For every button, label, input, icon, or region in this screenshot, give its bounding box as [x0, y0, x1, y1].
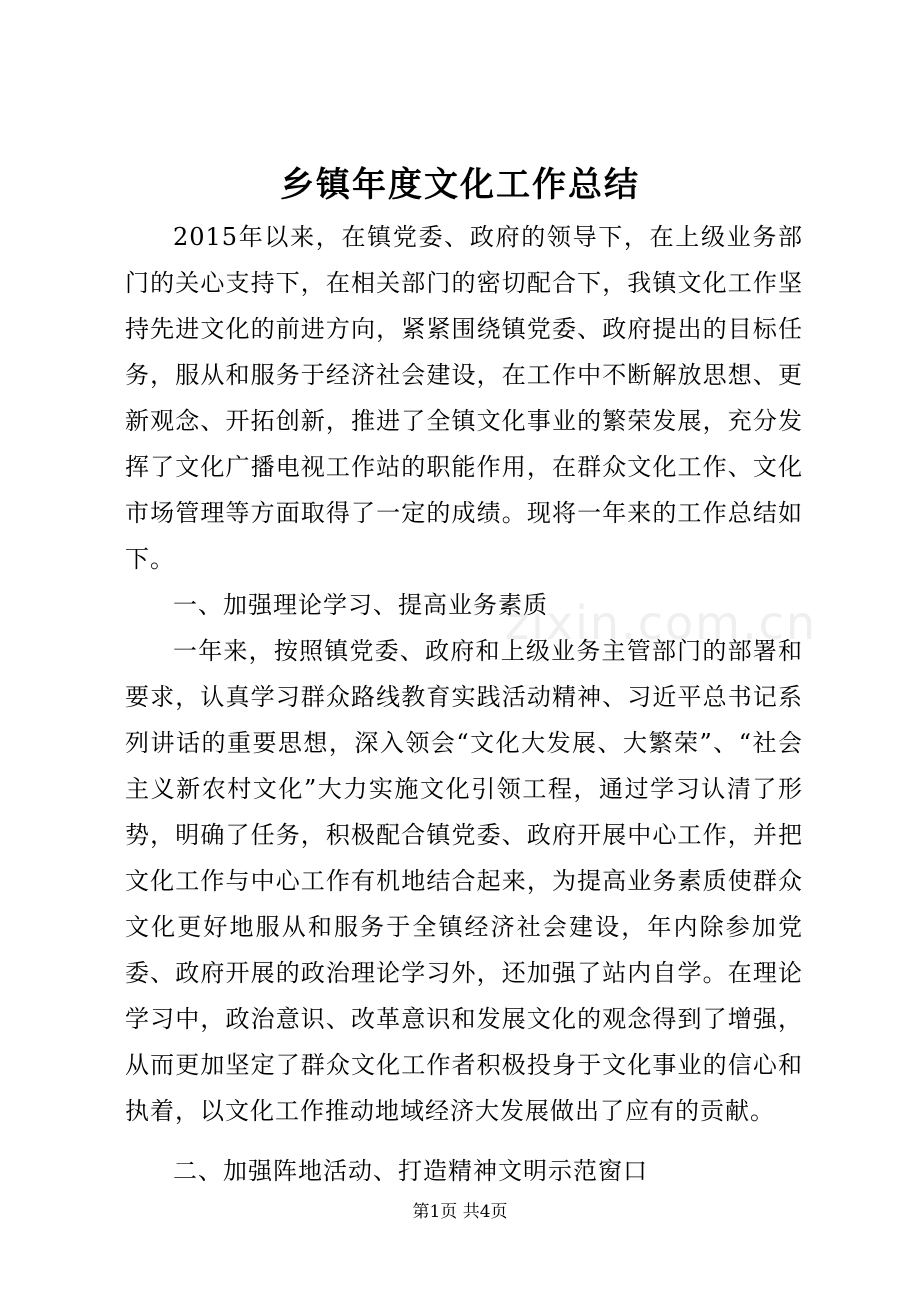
watermark: zixin.com.cn [505, 596, 818, 650]
paragraph-intro: 2015年以来，在镇党委、政府的领导下，在上级业务部门的关心支持下，在相关部门的密切配合下，我镇文化工作坚持先进文化的前进方向，紧紧围绕镇党委、政府提出的目标任务，服从和服务于经济社会建设，在工作中不断解放思想、更新观念、开拓创新，推进了全镇文化事业的繁荣发展，充分发挥了文化广播电视工作站的职能作用，在群众文化工作、文化市场管理等方面取得了一定的成绩。现将一年来的工作总结如下。 [125, 223, 803, 573]
paragraph-section-1: 一年来，按照镇党委、政府和上级业务主管部门的部署和要求，认真学习群众路线教育实践活动精神、习近平总书记系列讲话的重要思想，深入领会“文化大发展、大繁荣”、“社会主义新农村文化”大力实施文化引领工程，通过学习认清了形势，明确了任务，积极配合镇党委、政府开展中心工作，并把文化工作与中心工作有机地结合起来，为提高业务素质使群众文化更好地服从和服务于全镇经济社会建设，年内除参加党委、政府开展的政治理论学习外，还加强了站内自学。在理论学习中，政治意识、改革意识和发展文化的观念得到了增强，从而更加坚定了群众文化工作者积极投身于文化事业的信心和执着，以文化工作推动地域经济大发展做出了应有的贡献。 [125, 637, 803, 1125]
section-heading-2: 二、加强阵地活动、打造精神文明示范窗口 [173, 1157, 648, 1185]
section-heading-1: 一、加强理论学习、提高业务素质 [173, 591, 548, 619]
document-title: 乡镇年度文化工作总结 [280, 165, 640, 205]
document-body [125, 214, 803, 1194]
page-footer: 第1页 共4页 [412, 1202, 508, 1222]
